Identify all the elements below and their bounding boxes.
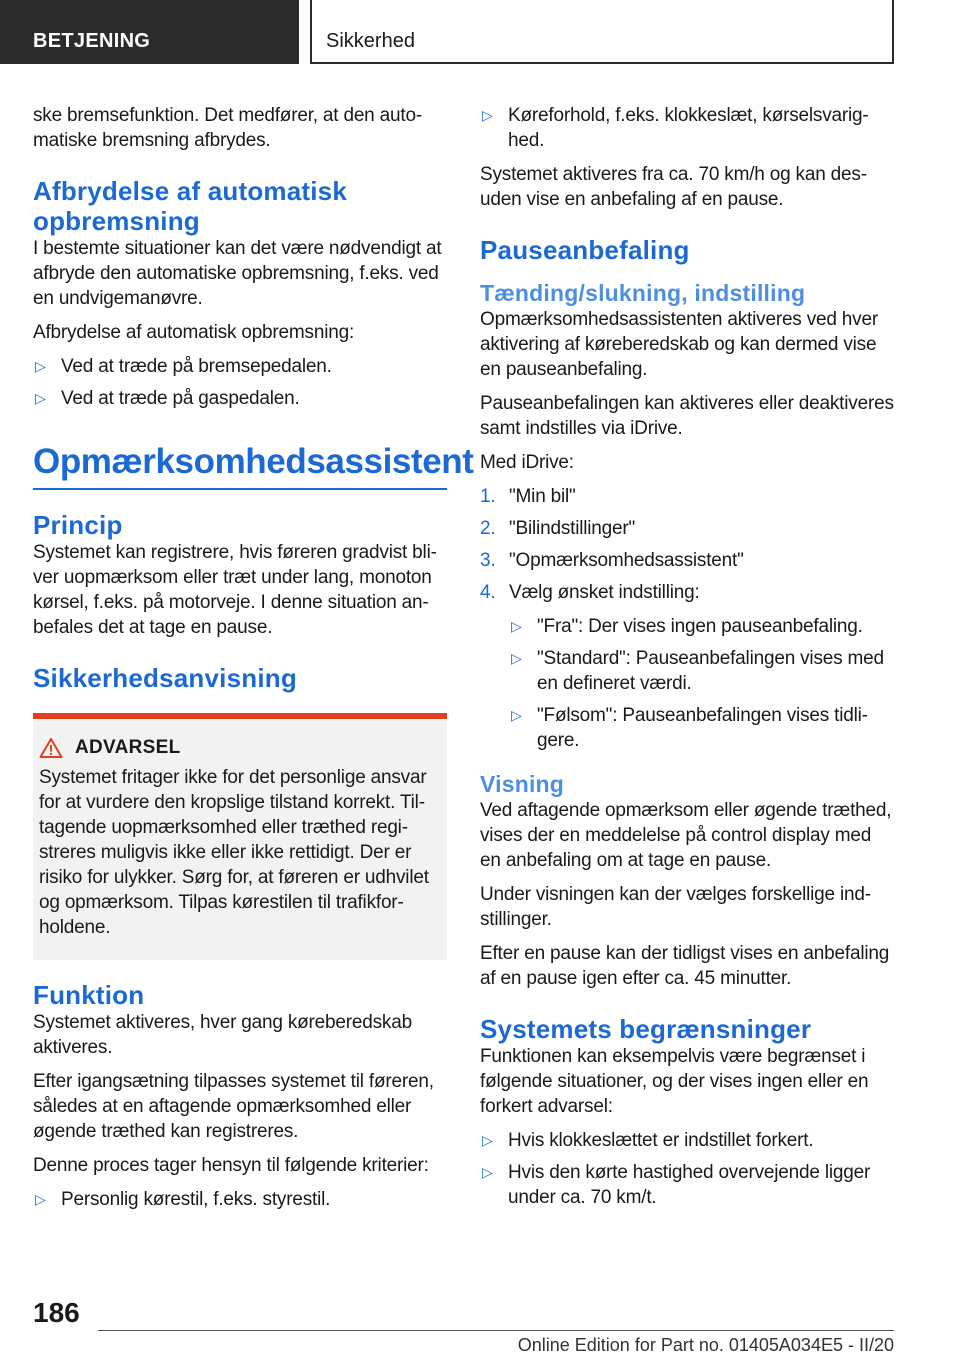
paragraph-interrupt-2: Afbrydelse af automatisk opbremsning: <box>33 322 355 343</box>
header-chapter-label <box>310 0 894 64</box>
list-item: ▷ Hvis den kørte hastighed overvejende ligger under ca. 70 km/t. <box>482 1162 871 1208</box>
list-item: ▷ Køreforhold, f.eks. klokkeslæt, kørselsvarighed. <box>482 105 869 151</box>
heading-onoff: Tænding/slukning, indstilling <box>480 280 806 306</box>
heading-safety: Sikkerhedsanvisning <box>33 663 297 693</box>
list-item: ▷ "Fra": Der vises ingen pauseanbefaling. <box>511 616 863 637</box>
left-column <box>33 103 474 1221</box>
criteria-list <box>33 1187 447 1212</box>
intro-paragraph: ske bremsefunktion. Det medfører, at den automatiske bremsning afbrydes. <box>33 105 423 151</box>
list-item: 2. "Bilindstillinger" <box>480 518 636 539</box>
heading-function: Funktion <box>33 980 145 1010</box>
paragraph-function-1: Systemet aktiveres, hver gang køreberedskab aktiveres. <box>33 1012 412 1058</box>
warning-title: ADVARSEL <box>75 737 181 758</box>
heading-principle: Princip <box>33 510 123 540</box>
triangle-bullet-icon: ▷ <box>511 618 522 634</box>
list-item: ▷ Ved at træde på gaspedalen. <box>35 388 300 409</box>
list-item: ▷ "Følsom": Pauseanbefalingen vises tidligere. <box>511 705 868 751</box>
edition-text: Online Edition for Part no. 01405A034E5 - II/20 <box>517 1335 894 1355</box>
list-item: 1. "Min bil" <box>480 486 576 507</box>
paragraph-principle: Systemet kan registrere, hvis føreren gradvist bliver uopmærksom eller træt under lang, monoton kørsel, f.eks. på motorveje. I denne situation anbefales det at tage en pause. <box>33 542 437 638</box>
paragraph-activation: Systemet aktiveres fra ca. 70 km/h og kan desuden vise en anbefaling af en pause. <box>480 164 868 210</box>
paragraph-display-1: Ved aftagende opmærksom eller øgende træthed, vises der en meddelelse på control display med en anbefaling om at tage en pause. <box>480 800 892 871</box>
triangle-bullet-icon: ▷ <box>482 107 493 123</box>
interrupt-list <box>33 354 447 411</box>
list-item: ▷ Hvis klokkeslættet er indstillet forkert. <box>482 1130 814 1151</box>
triangle-bullet-icon: ▷ <box>35 390 46 406</box>
paragraph-onoff-1: Opmærksomhedsassistenten aktiveres ved hver aktivering af køreberedskab og kan dermed vise en pauseanbefaling. <box>480 309 878 380</box>
warning-text: Systemet fritager ikke for det personlige ansvar for at vurdere den kropslige tilstand korrekt. Tiltagende uopmærksomhed eller træthed registreres muligvis ikke eller ikke rettidigt. Der er risiko for ulykker. Sørg for, at føreren er udhvilet og opmærksom. Tilpas kørestilen til trafikforholdene. <box>39 767 429 938</box>
idrive-steps <box>480 484 895 753</box>
heading-pause: Pauseanbefaling <box>480 235 690 265</box>
footer-divider <box>98 1330 894 1331</box>
warning-triangle-icon <box>39 737 63 759</box>
paragraph-limits: Funktionen kan eksempelvis være begrænset i følgende situationer, og der vises ingen eller en forkert advarsel: <box>480 1046 869 1117</box>
heading-limits: Systemets begrænsninger <box>480 1014 812 1044</box>
paragraph-function-3: Denne proces tager hensyn til følgende kriterier: <box>33 1155 429 1176</box>
warning-box <box>33 713 447 960</box>
criteria-list-continued <box>480 103 895 153</box>
triangle-bullet-icon: ▷ <box>482 1164 493 1180</box>
paragraph-function-2: Efter igangsætning tilpasses systemet til føreren, således at en aftagende opmærksomhed eller øgende træthed kan registreres. <box>33 1071 434 1142</box>
triangle-bullet-icon: ▷ <box>511 650 522 666</box>
heading-main: Opmærksomhedsassistent <box>33 440 447 490</box>
chapter-title: Sikkerhed <box>326 30 415 52</box>
limits-list <box>480 1128 895 1210</box>
setting-options-list <box>509 614 895 753</box>
page-number: 186 <box>33 1297 80 1328</box>
triangle-bullet-icon: ▷ <box>35 358 46 374</box>
paragraph-display-2: Under visningen kan der vælges forskellige indstillinger. <box>480 884 872 930</box>
list-item: ▷ "Standard": Pauseanbefalingen vises med en defineret værdi. <box>511 648 884 694</box>
heading-interrupt: Afbrydelse af automatisk opbremsning <box>33 176 348 236</box>
paragraph-interrupt-1: I bestemte situationer kan det være nødvendigt at afbryde den automatiske opbremsning, f.eks. ved en undvigemanøvre. <box>33 238 442 309</box>
paragraph-idrive: Med iDrive: <box>480 452 574 473</box>
triangle-bullet-icon: ▷ <box>482 1132 493 1148</box>
list-item: ▷ Personlig kørestil, f.eks. styrestil. <box>35 1189 331 1210</box>
paragraph-onoff-2: Pauseanbefalingen kan aktiveres eller deaktiveres samt indstilles via iDrive. <box>480 393 894 439</box>
list-item: 4. Vælg ønsket indstilling: ▷ "Fra": Der vises ingen pauseanbefaling. ▷ "Standard": Pauseanbefalingen vises med en defineret værdi. ▷ "Følsom": Pauseanbefalingen vises tidligere. <box>480 580 895 753</box>
right-column <box>480 103 895 1219</box>
section-title: BETJENING <box>33 30 151 52</box>
list-item: ▷ Ved at træde på bremsepedalen. <box>35 356 332 377</box>
header-section-label <box>0 0 299 64</box>
triangle-bullet-icon: ▷ <box>35 1191 46 1207</box>
triangle-bullet-icon: ▷ <box>511 707 522 723</box>
paragraph-display-3: Efter en pause kan der tidligst vises en anbefaling af en pause igen efter ca. 45 minutter. <box>480 943 890 989</box>
heading-display: Visning <box>480 771 565 797</box>
list-item: 3. "Opmærksomhedsassistent" <box>480 550 744 571</box>
